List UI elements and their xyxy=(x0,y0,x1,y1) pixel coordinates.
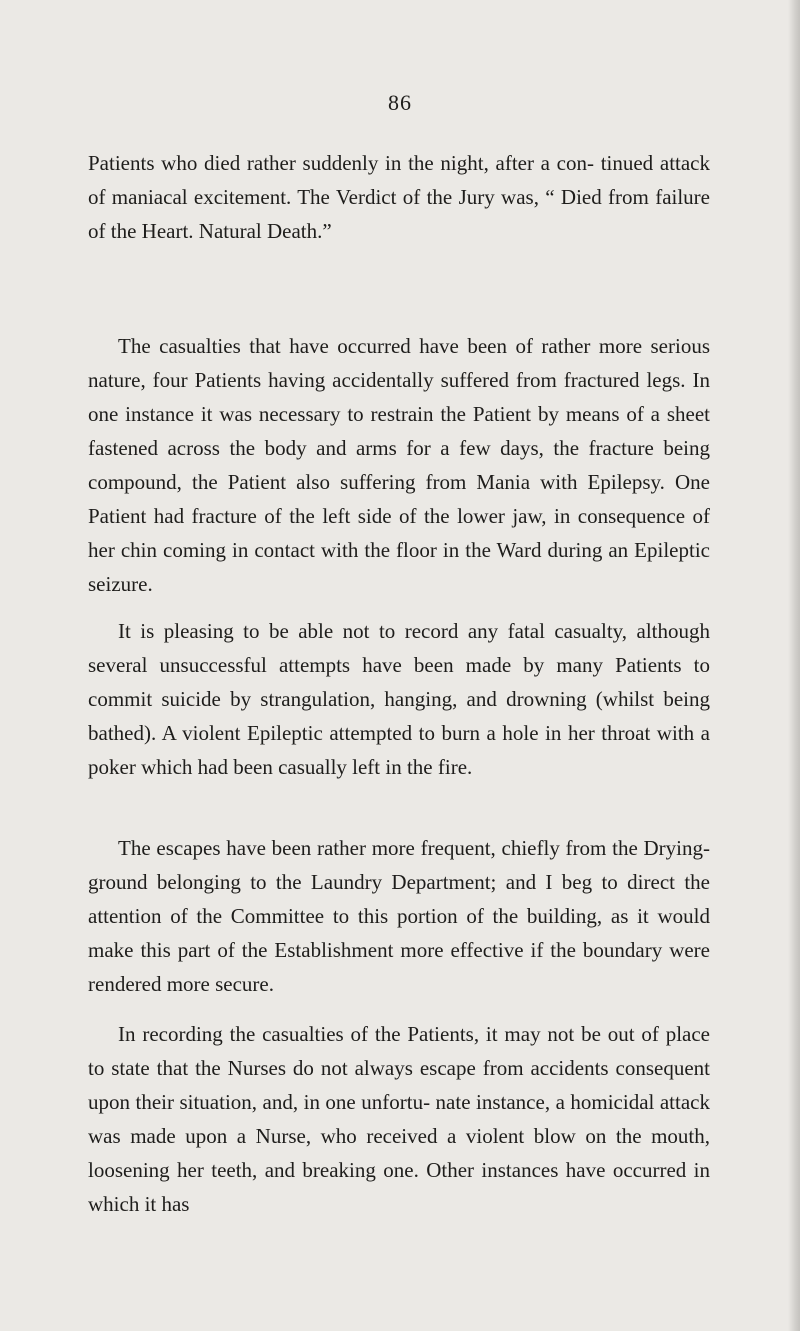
page-number: 86 xyxy=(388,90,412,115)
paragraph-3-text: It is pleasing to be able not to record any fatal casualty, although several unsuccessful attempts have been made by many Patients to commit suicide by strangulation, hanging, and drowning (whilst being bathed). A violent Epileptic attempted to burn a hole in her throat with a poker which had been casually left in the fire. xyxy=(88,619,710,779)
paragraph-4-text: The escapes have been rather more frequent, chiefly from the Drying-ground belonging to the Laundry Department; and I beg to direct the attention of the Committee to this portion of the building, as it would make this part of the Establishment more effective if the boundary were rendered more secure. xyxy=(88,836,710,996)
paragraph-5 xyxy=(88,1017,710,1221)
paragraph-2-text: The casualties that have occurred have been of rather more serious nature, four Patients having accidentally suffered from fractured legs. In one instance it was necessary to restrain the Patient by means of a sheet fastened across the body and arms for a few days, the fracture being compound, the Patient also suffering from Mania with Epilepsy. One Patient had fracture of the left side of the lower jaw, in consequence of her chin coming in contact with the floor in the Ward during an Epileptic seizure. xyxy=(88,334,710,596)
paragraph-5-text: In recording the casualties of the Patients, it may not be out of place to state that the Nurses do not always escape from accidents consequent upon their situation, and, in one unfortu- nate instance, a homicidal attack was made upon a Nurse, who received a violent blow on the mouth, loosening her teeth, and breaking one. Other instances have occurred in which it has xyxy=(88,1022,710,1216)
page-edge-shadow xyxy=(788,0,800,1331)
paragraph-4 xyxy=(88,831,710,1001)
paragraph-1-text: Patients who died rather suddenly in the night, after a con- tinued attack of maniacal excitement. The Verdict of the Jury was, “ Died from failure of the Heart. Natural Death.” xyxy=(88,151,710,243)
paragraph-1 xyxy=(88,146,710,248)
paragraph-3 xyxy=(88,614,710,784)
paragraph-2 xyxy=(88,329,710,601)
